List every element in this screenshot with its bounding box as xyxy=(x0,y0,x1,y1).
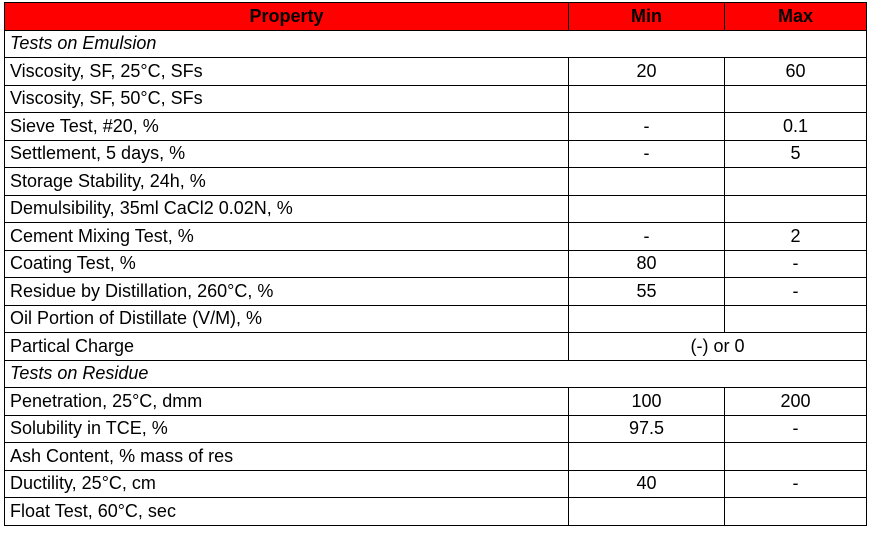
table-row xyxy=(5,168,867,196)
property-cell: Penetration, 25°C, dmm xyxy=(5,388,569,416)
max-cell xyxy=(725,85,867,113)
table-row xyxy=(5,223,867,251)
max-cell: 2 xyxy=(725,223,867,251)
property-cell: Demulsibility, 35ml CaCl2 0.02N, % xyxy=(5,195,569,223)
table-row xyxy=(5,58,867,86)
min-cell xyxy=(569,305,725,333)
max-cell: - xyxy=(725,278,867,306)
max-cell: - xyxy=(725,415,867,443)
max-cell xyxy=(725,498,867,526)
max-cell: 60 xyxy=(725,58,867,86)
max-cell: 5 xyxy=(725,140,867,168)
merged-value-cell: (-) or 0 xyxy=(569,333,867,361)
max-cell xyxy=(725,168,867,196)
min-cell xyxy=(569,168,725,196)
table-row xyxy=(5,388,867,416)
property-cell: Oil Portion of Distillate (V/M), % xyxy=(5,305,569,333)
property-cell: Viscosity, SF, 50°C, SFs xyxy=(5,85,569,113)
min-cell: 80 xyxy=(569,250,725,278)
max-cell: 0.1 xyxy=(725,113,867,141)
min-cell xyxy=(569,85,725,113)
min-cell: 40 xyxy=(569,470,725,498)
table-body xyxy=(5,30,867,525)
min-cell: - xyxy=(569,223,725,251)
section-row xyxy=(5,360,867,388)
property-cell: Cement Mixing Test, % xyxy=(5,223,569,251)
header-row xyxy=(5,3,867,31)
table-row xyxy=(5,85,867,113)
table-row xyxy=(5,113,867,141)
min-cell xyxy=(569,498,725,526)
property-cell: Coating Test, % xyxy=(5,250,569,278)
max-cell: 200 xyxy=(725,388,867,416)
table-row xyxy=(5,333,867,361)
max-cell: - xyxy=(725,470,867,498)
section-label: Tests on Emulsion xyxy=(5,30,867,58)
table-header xyxy=(5,3,867,31)
property-cell: Float Test, 60°C, sec xyxy=(5,498,569,526)
table-row xyxy=(5,305,867,333)
min-cell: 100 xyxy=(569,388,725,416)
property-cell: Ductility, 25°C, cm xyxy=(5,470,569,498)
header-min: Min xyxy=(569,3,725,31)
property-cell: Sieve Test, #20, % xyxy=(5,113,569,141)
table-row xyxy=(5,278,867,306)
table-row xyxy=(5,195,867,223)
table-row xyxy=(5,470,867,498)
property-cell: Ash Content, % mass of res xyxy=(5,443,569,471)
property-cell: Residue by Distillation, 260°C, % xyxy=(5,278,569,306)
min-cell xyxy=(569,443,725,471)
specification-table xyxy=(4,2,867,526)
min-cell: 97.5 xyxy=(569,415,725,443)
min-cell: - xyxy=(569,113,725,141)
table-row xyxy=(5,443,867,471)
table-row xyxy=(5,415,867,443)
header-max: Max xyxy=(725,3,867,31)
property-cell: Settlement, 5 days, % xyxy=(5,140,569,168)
max-cell xyxy=(725,305,867,333)
max-cell: - xyxy=(725,250,867,278)
min-cell xyxy=(569,195,725,223)
min-cell: 55 xyxy=(569,278,725,306)
table-row xyxy=(5,250,867,278)
property-cell: Storage Stability, 24h, % xyxy=(5,168,569,196)
min-cell: - xyxy=(569,140,725,168)
header-property: Property xyxy=(5,3,569,31)
min-cell: 20 xyxy=(569,58,725,86)
section-row xyxy=(5,30,867,58)
property-cell: Partical Charge xyxy=(5,333,569,361)
table-row xyxy=(5,498,867,526)
property-cell: Viscosity, SF, 25°C, SFs xyxy=(5,58,569,86)
section-label: Tests on Residue xyxy=(5,360,867,388)
max-cell xyxy=(725,195,867,223)
property-cell: Solubility in TCE, % xyxy=(5,415,569,443)
max-cell xyxy=(725,443,867,471)
table-row xyxy=(5,140,867,168)
